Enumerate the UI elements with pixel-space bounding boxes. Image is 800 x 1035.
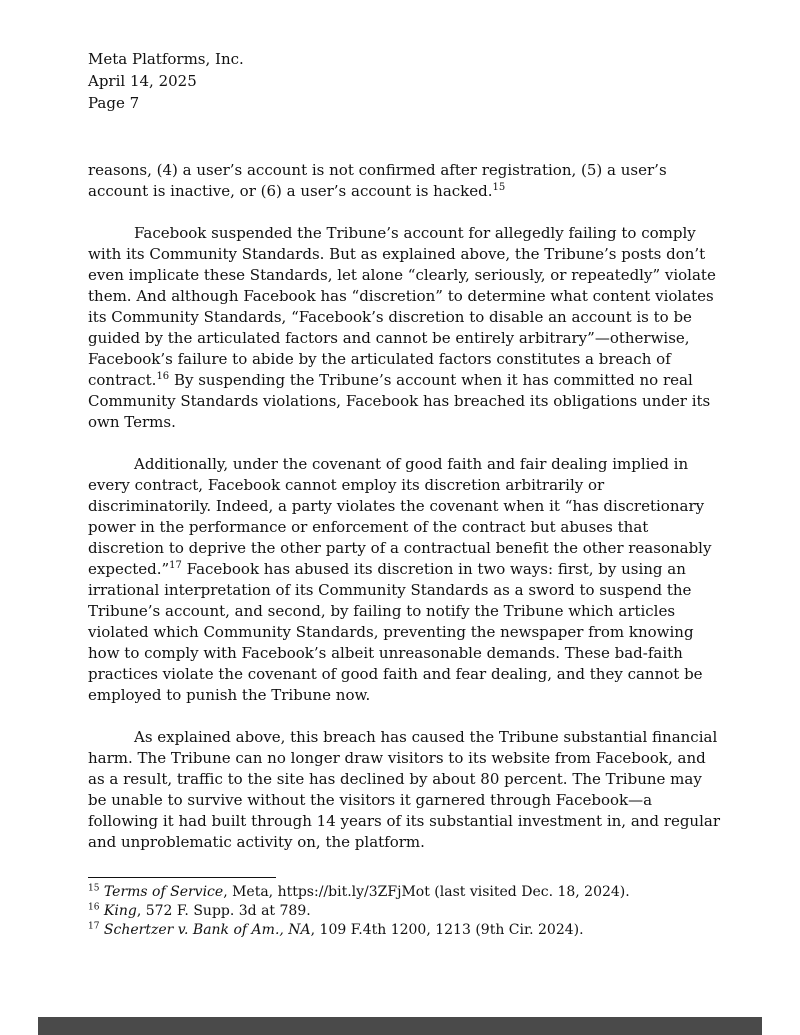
paragraph-3-text-a: Additionally, under the covenant of good faith and fair dealing implied in every contract, Facebook cannot employ its discretion arbitrarily or discriminatorily. Indeed, a party violates the covenant when it “has discretionary power in the performance or enforcement of the contract but abuses that discretion to deprive the other party of a contractual benefit the other reasonably expected.” bbox=[88, 455, 712, 578]
letter-body bbox=[88, 160, 720, 874]
footnote-number: 15 bbox=[88, 883, 100, 894]
footnote-ref-16: 16 bbox=[156, 371, 170, 382]
header-company: Meta Platforms, Inc. bbox=[88, 50, 244, 68]
footnotes bbox=[88, 883, 728, 940]
paragraph-3-text-b: Facebook has abused its discretion in two ways: first, by using an irrational interpretation of its Community Standards as a sword to suspend the Tribune’s account, and second, by failing to notify the Tribune which articles violated which Community Standards, preventing the newspaper from knowing how to comply with Facebook’s albeit unreasonable demands. These bad-faith practices violate the covenant of good faith and fear dealing, and they cannot be employed to punish the Tribune now. bbox=[88, 560, 703, 704]
footnote-citation-rest: , 109 F.4th 1200, 1213 (9th Cir. 2024). bbox=[310, 922, 584, 938]
footnote-citation-rest: , 572 F. Supp. 3d at 789. bbox=[136, 903, 311, 919]
footnote-number: 16 bbox=[88, 902, 100, 913]
paragraph-2-text-a: Facebook suspended the Tribune’s account for allegedly failing to comply with its Community Standards. But as explained above, the Tribune’s posts don’t even implicate these Standards, let alone “clearly, seriously, or repeatedly” violate them. And although Facebook has “discretion” to determine what content violates its Community Standards, “Facebook’s discretion to disable an account is to be guided by the articulated factors and cannot be entirely arbitrary”—otherwise, Facebook’s failure to abide by the articulated factors constitutes a breach of contract. bbox=[88, 224, 716, 389]
footnote-citation-rest: , Meta, https://bit.ly/3ZFjMot (last visited Dec. 18, 2024). bbox=[223, 884, 630, 900]
footnote-citation-title: Terms of Service bbox=[103, 884, 224, 900]
footnote-ref-15: 15 bbox=[492, 182, 506, 193]
footnote-citation-title: King bbox=[103, 903, 137, 919]
paragraph-2-text-b: By suspending the Tribune’s account when it has committed no real Community Standards violations, Facebook has breached its obligations under its own Terms. bbox=[88, 371, 711, 431]
footnote-15 bbox=[88, 883, 728, 902]
footnote-divider bbox=[88, 877, 276, 878]
paragraph-2 bbox=[88, 223, 720, 433]
footnote-number: 17 bbox=[88, 921, 100, 932]
paragraph-3 bbox=[88, 454, 720, 706]
footnote-16 bbox=[88, 902, 728, 921]
paragraph-4-text: As explained above, this breach has caused the Tribune substantial financial harm. The Tribune can no longer draw visitors to its website from Facebook, and as a result, traffic to the site has declined by about 80 percent. The Tribune may be unable to survive without the visitors it garnered through Facebook—a following it had built through 14 years of its substantial investment in, and regular and unproblematic activity on, the platform. bbox=[88, 728, 721, 851]
paragraph-4 bbox=[88, 727, 720, 853]
footnote-17 bbox=[88, 921, 728, 940]
paragraph-1 bbox=[88, 160, 720, 202]
letter-header bbox=[88, 48, 244, 114]
header-page-number: Page 7 bbox=[88, 94, 140, 112]
header-date: April 14, 2025 bbox=[88, 72, 197, 90]
footer-bar bbox=[38, 1017, 762, 1035]
footnote-ref-17: 17 bbox=[169, 560, 182, 571]
paragraph-1-text: reasons, (4) a user’s account is not confirmed after registration, (5) a user’s account is inactive, or (6) a user’s account is hacked. bbox=[88, 161, 667, 200]
footnote-citation-title: Schertzer v. Bank of Am., NA bbox=[103, 922, 311, 938]
